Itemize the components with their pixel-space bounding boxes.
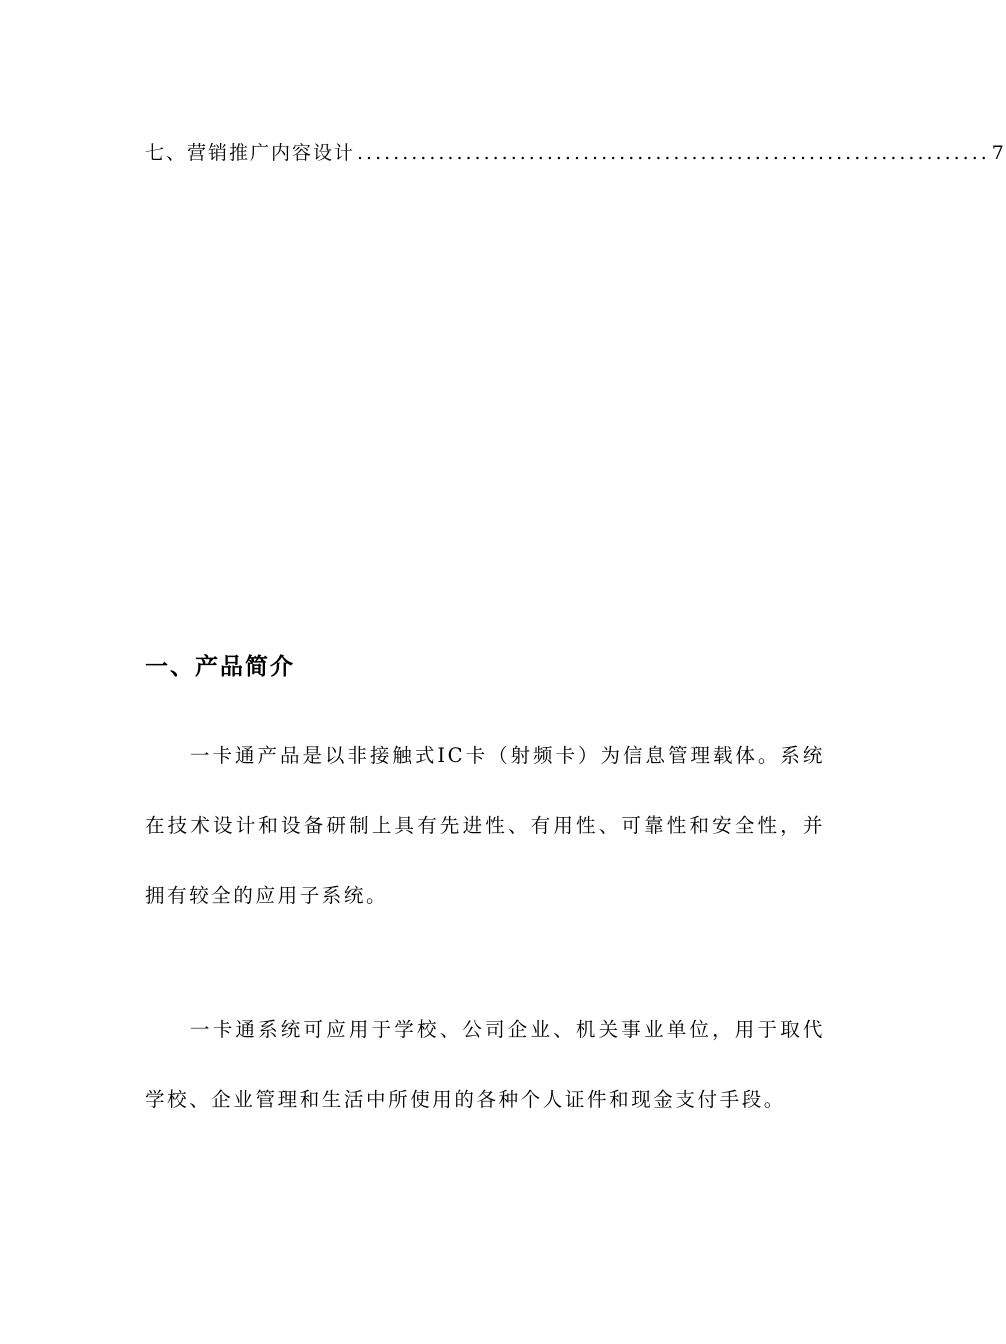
toc-entry[interactable] xyxy=(145,138,1006,165)
section-heading: 一、产品简介 xyxy=(145,654,295,680)
toc-leader-dots: ...................................................................... xyxy=(357,142,990,164)
body-paragraph-2: 一卡通系统可应用于学校、公司企业、机关事业单位，用于取代学校、企业管理和生活中所使用的各种个人证件和现金支付手段。 xyxy=(145,1018,825,1111)
body-paragraph-1: 一卡通产品是以非接触式IC卡（射频卡）为信息管理载体。系统在技术设计和设备研制上具有先进性、有用性、可靠性和安全性，并拥有较全的应用子系统。 xyxy=(145,744,825,907)
toc-page-number: 7 xyxy=(991,142,1006,164)
toc-entry-label: 七、营销推广内容设计 xyxy=(145,142,356,164)
